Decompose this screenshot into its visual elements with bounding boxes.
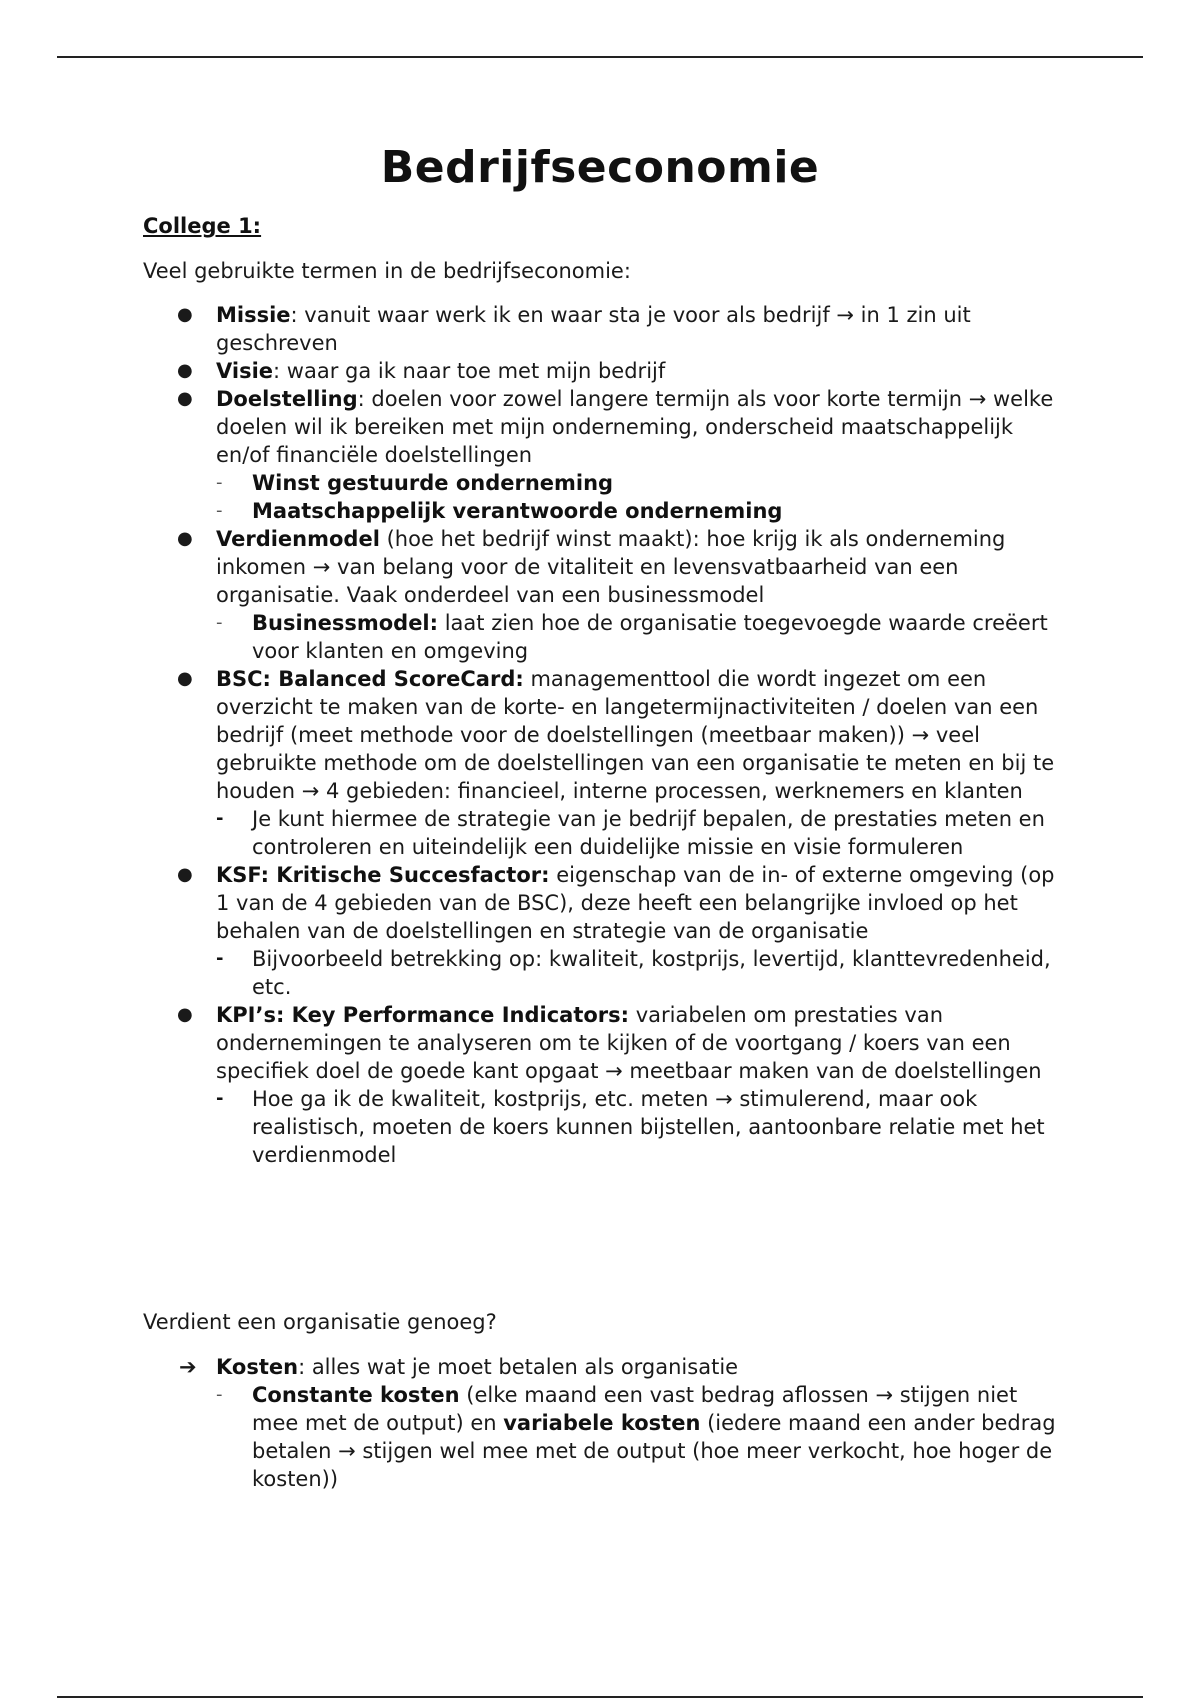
bullet-icon: ● xyxy=(177,864,193,885)
sub-term-description: (elke maand een vast bedrag aflossen → stijgen niet mee met de output) en xyxy=(252,1383,1018,1435)
arrow-right-icon: ➔ xyxy=(179,1355,197,1379)
term-name: Kosten xyxy=(216,1355,299,1379)
sub-term-description: laat zien hoe de organisatie toegevoegde waarde creëert voor klanten en omgeving xyxy=(252,611,1048,663)
sub-list xyxy=(216,945,1066,1001)
page-title: Bedrijfseconomie xyxy=(380,142,820,193)
list-item xyxy=(0,665,1066,861)
sub-term-name: Constante kosten xyxy=(252,1383,460,1407)
sub-list xyxy=(216,805,1066,861)
bullet-icon: ● xyxy=(177,528,193,549)
sub-list xyxy=(216,469,1066,525)
list-item xyxy=(0,357,1066,385)
dash-icon: - xyxy=(216,948,224,969)
sub-term-description: Bijvoorbeeld betrekking op: kwaliteit, kostprijs, levertijd, klanttevredenheid, etc. xyxy=(252,947,1051,999)
sub-list-item xyxy=(216,1085,1070,1169)
term-description: eigenschap van de in- of externe omgeving (op 1 van de 4 gebieden van de BSC), deze heeft een belangrijke invloed op het behalen van de doelstellingen en strategie van de organisatie xyxy=(216,863,1055,943)
term-name: Verdienmodel xyxy=(216,527,380,551)
dash-icon: - xyxy=(216,1088,224,1109)
term-description: : alles wat je moet betalen als organisatie xyxy=(298,1355,739,1379)
term-description: : doelen voor zowel langere termijn als voor korte termijn → welke doelen wil ik bereiken met mijn onderneming, onderscheid maatschappelijk en/of financiële doelstellingen xyxy=(216,387,1054,467)
term-name: Doelstelling xyxy=(216,387,358,411)
header-rule xyxy=(57,56,1143,58)
term-description: (hoe het bedrijf winst maakt): hoe krijg ik als onderneming inkomen → van belang voor de vitaliteit en levensvatbaarheid van een organisatie. Vaak onderdeel van een businessmodel xyxy=(216,527,1006,607)
term-description: managementtool die wordt ingezet om een overzicht te maken van de korte- en langetermijnactiviteiten / doelen van een bedrijf (meet methode voor de doelstellingen (meetbaar maken)) → veel gebruikte methode om de doelstellingen van een organisatie te meten en bij te houden → 4 gebieden: financieel, interne processen, werknemers en klanten xyxy=(216,667,1055,803)
sub-list-item xyxy=(216,497,1070,525)
sub-term-name: Maatschappelijk verantwoorde onderneming xyxy=(252,499,783,523)
bullet-icon: ● xyxy=(177,304,193,325)
term-description: variabelen om prestaties van ondernemingen te analyseren om te kijken of de voortgang / koers van een specifiek doel de goede kant opgaat → meetbaar maken van de doelstellingen xyxy=(216,1003,1042,1083)
bullet-icon: ● xyxy=(177,360,193,381)
list-item xyxy=(0,301,1066,357)
section-heading: College 1: xyxy=(143,214,262,238)
dash-icon: - xyxy=(216,612,223,633)
term-name: BSC: Balanced ScoreCard: xyxy=(216,667,524,691)
sub-list-item xyxy=(216,945,1070,1001)
sub-list xyxy=(216,609,1066,665)
list-item xyxy=(0,1001,1066,1169)
sub-list-item xyxy=(216,805,1070,861)
costs-list xyxy=(0,1353,1200,1493)
dash-icon: - xyxy=(216,808,224,829)
term-name: KPI’s: Key Performance Indicators: xyxy=(216,1003,630,1027)
term-description: : waar ga ik naar toe met mijn bedrijf xyxy=(273,359,666,383)
bullet-icon: ● xyxy=(177,1004,193,1025)
bullet-icon: ● xyxy=(177,388,193,409)
dash-icon: - xyxy=(216,1384,223,1405)
sub-list-item xyxy=(216,469,1070,497)
list-item xyxy=(0,861,1066,1001)
list-item xyxy=(0,1353,1066,1493)
list-item xyxy=(0,385,1066,525)
sub-list-item xyxy=(216,1381,1070,1493)
sub-term-name: Winst gestuurde onderneming xyxy=(252,471,614,495)
list-item xyxy=(0,525,1066,665)
dash-icon: - xyxy=(216,472,223,493)
sub-list xyxy=(216,1381,1066,1493)
footer-rule xyxy=(57,1696,1143,1698)
sub-term-name: variabele kosten xyxy=(503,1411,701,1435)
sub-list-item xyxy=(216,609,1070,665)
term-description: : vanuit waar werk ik en waar sta je voor als bedrijf → in 1 zin uit geschreven xyxy=(216,303,971,355)
sub-term-name: Businessmodel: xyxy=(252,611,439,635)
sub-term-description: Hoe ga ik de kwaliteit, kostprijs, etc. meten → stimulerend, maar ook realistisch, moeten de koers kunnen bijstellen, aantoonbare relatie met het verdienmodel xyxy=(252,1087,1045,1167)
term-name: Missie xyxy=(216,303,291,327)
bullet-icon: ● xyxy=(177,668,193,689)
sub-term-description: (iedere maand een ander bedrag betalen → stijgen wel mee met de output (hoe meer verkocht, hoe hoger de kosten)) xyxy=(252,1411,1056,1491)
sub-term-description: Je kunt hiermee de strategie van je bedrijf bepalen, de prestaties meten en controleren en uiteindelijk een duidelijke missie en visie formuleren xyxy=(252,807,1045,859)
question-paragraph: Verdient een organisatie genoeg? xyxy=(143,1310,497,1334)
intro-paragraph: Veel gebruikte termen in de bedrijfseconomie: xyxy=(143,259,631,283)
terms-list xyxy=(0,301,1200,1169)
term-name: KSF: Kritische Succesfactor: xyxy=(216,863,550,887)
sub-list xyxy=(216,1085,1066,1169)
term-name: Visie xyxy=(216,359,274,383)
dash-icon: - xyxy=(216,500,223,521)
